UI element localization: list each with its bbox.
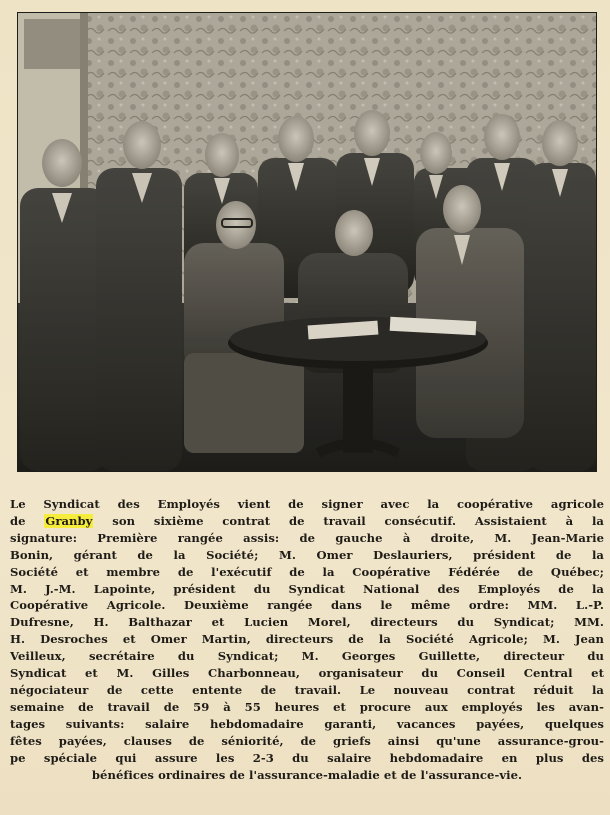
caption-line: Le Syndicat des Employés vient de signer avec la coopérative agricole xyxy=(10,497,604,511)
caption-line: bénéfices ordinaires de l'assurance-maladie et de l'assurance-vie. xyxy=(91,767,523,782)
caption-line: Syndicat et M. Gilles Charbonneau, organisateur du Conseil Central et xyxy=(10,666,604,681)
caption-line: fêtes payées, clauses de séniorité, de griefs ainsi qu'une assurance-grou- xyxy=(10,733,604,748)
caption-line: Bonin, gérant de la Société; M. Omer Deslauriers, président de la xyxy=(10,547,604,562)
highlighted-word: Granby xyxy=(45,513,93,528)
group-photo xyxy=(17,12,597,472)
caption-line: H. Desroches et Omer Martin, directeurs de la Société Agricole; M. Jean xyxy=(10,632,604,647)
caption-text: son sixième contrat de travail consécutif. Assistaient à la xyxy=(93,513,604,528)
caption-text: de xyxy=(10,513,45,528)
photo-caption xyxy=(10,496,604,783)
caption-line: Société et membre de l'exécutif de la Coopérative Fédérée de Québec; xyxy=(10,564,604,579)
caption-line: négociateur de cette entente de travail. Le nouveau contrat réduit la xyxy=(10,682,604,697)
group-photo-image xyxy=(18,13,596,471)
caption-line xyxy=(10,513,604,530)
caption-line: Veilleux, secrétaire du Syndicat; M. Georges Guillette, directeur du xyxy=(10,649,604,664)
caption-line: signature: Première rangée assis: de gauche à droite, M. Jean-Marie xyxy=(10,530,604,545)
caption-line: semaine de travail de 59 à 55 heures et procure aux employés les avan- xyxy=(10,699,604,714)
caption-line: M. J.-M. Lapointe, président du Syndicat National des Employés de la xyxy=(10,581,604,596)
caption-line: Coopérative Agricole. Deuxième rangée dans le même ordre: MM. L.-P. xyxy=(10,598,604,613)
caption-line: pe spéciale qui assure les 2-3 du salaire hebdomadaire en plus des xyxy=(10,750,604,765)
caption-line: Dufresne, H. Balthazar et Lucien Morel, directeurs du Syndicat; MM. xyxy=(10,615,604,630)
caption-line: tages suivants: salaire hebdomadaire garanti, vacances payées, quelques xyxy=(10,716,604,731)
